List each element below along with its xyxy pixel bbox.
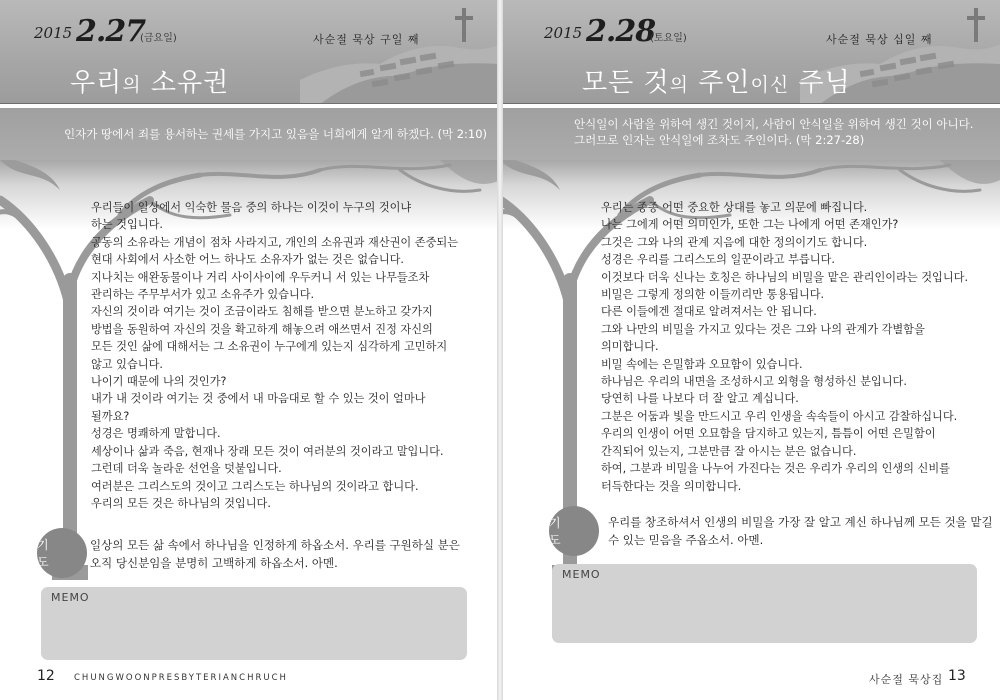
meditation-body: 우리는 종종 어떤 중요한 상대를 놓고 의문에 빠집니다. 나는 그에게 어떤 의미인가, 또한 그는 나에게 어떤 존재인가? 그것은 그와 나의 관계 지음에 대한 정의이기도 합니다. 성경은 우리를 그리스도의 일꾼이라고 부릅니다. 이것보다 더욱 신나는 호칭은 하나님의 비밀을 맡은 관리인이라는 것입니다. 비밀은 그렇게 정의한 이들끼리만 통용됩니다. 다른 이들에겐 절대로 알려져서는 안 됩니다. 그와 나만의 비밀을 가지고 있다는 것은 그와 나의 관계가 각별함을 의미합니다. 비밀 속에는 은밀함과 오묘함이 있습니다. 하나님은 우리의 내면을 조성하시고 외형을 형성하신 분입니다. 당연히 나를 나보다 더 잘 알고 계십니다. 그분은 어둠과 빛을 만드시고 우리 인생을 속속들이 아시고 감찰하십니다. 우리의 인생이 어떤 오묘함을 담지하고 있는지, 틈틈이 어떤 은밀함이 간직되어 있는지, 그분만큼 잘 아시는 분은 없습니다. 하여, 그분과 비밀을 나누어 가진다는 것은 우리가 우리의 인생의 신비를 터득한다는 것을 의미합니다.: [601, 201, 969, 493]
prayer-badge: 기 도: [549, 506, 599, 556]
scripture-verse: 안식일이 사람을 위하여 생긴 것이지, 사람이 안식일을 위하여 생긴 것이 아니다. 그러므로 인자는 안식일에 조차도 주인이다. (막 2:27-28): [574, 117, 974, 147]
memo-box[interactable]: [41, 587, 467, 660]
scripture-verse: 인자가 땅에서 죄를 용서하는 권세를 가지고 있음을 너희에게 알게 하겠다. (막 2:10): [64, 127, 488, 141]
memo-label: MEMO: [51, 591, 90, 604]
right-header: [500, 0, 1000, 104]
year: 2015: [34, 24, 73, 42]
memo-box[interactable]: [552, 564, 977, 643]
right-page: [500, 0, 1000, 700]
cross-icon: [966, 8, 986, 42]
memo-label: MEMO: [562, 568, 601, 581]
date: 2.27: [76, 14, 146, 49]
year: 2015: [544, 24, 583, 42]
lent-day-label: 사순절 묵상 십일 째: [826, 33, 933, 46]
left-header: [0, 0, 500, 104]
prayer-text: 일상의 모든 삶 속에서 하나님을 인정하게 하옵소서. 우리를 구원하실 분은 오직 당신분임을 분명히 고백하게 하옵소서. 아멘.: [90, 538, 460, 570]
lent-day-label: 사순절 묵상 구일 째: [313, 33, 420, 46]
page-gutter: [497, 0, 503, 700]
day-of-week: (금요일): [140, 33, 177, 44]
footer-book-title: 사순절 묵상집: [869, 673, 944, 686]
page-number: 12: [37, 668, 55, 684]
page-title: 우리의 소유권: [70, 68, 230, 98]
day-of-week: (토요일): [650, 33, 687, 44]
date: 2.28: [586, 14, 656, 49]
page-number: 13: [948, 668, 966, 684]
prayer-text: 우리를 창조하셔서 인생의 비밀을 가장 잘 알고 계신 하나님께 모든 것을 맡길 수 있는 믿음을 주옵소서. 아멘.: [608, 515, 993, 547]
prayer-badge: 기 도: [37, 528, 87, 578]
page-title: 모든 것의 주인이신 주님: [582, 68, 851, 98]
meditation-body: 우리들이 일상에서 익숙한 물음 중의 하나는 이것이 누구의 것이냐 하는 것입니다. 공동의 소유라는 개념이 점차 사라지고, 개인의 소유권과 재산권이 존중되는 현대 사회에서 사소한 어느 하나도 소유자가 없는 것은 없습니다. 지나치는 애완동물이나 거리 사이사이에 우두커니 서 있는 나무들조차 관리하는 주무부서가 있고 소유주가 있습니다. 자신의 것이라 여기는 것이 조금이라도 침해를 받으면 분노하고 갖가지 방법을 동원하여 자신의 것을 확고하게 해놓으려 애쓰면서 진정 자신의 모든 것인 삶에 대해서는 그 소유권이 누구에게 있는지 심각하게 고민하지 않고 있습니다. 나이기 때문에 나의 것인가? 내가 내 것이라 여기는 것 중에서 내 마음대로 할 수 있는 것이 얼마나 될까요? 성경은 명쾌하게 말합니다. 세상이나 삶과 죽음, 현재나 장래 모든 것이 여러분의 것이라고 말입니다. 그런데 더욱 놀라운 선언을 덧붙입니다. 여러분은 그리스도의 것이고 그리스도는 하나님의 것이라고 합니다. 우리의 모든 것은 하나님의 것입니다.: [91, 201, 459, 510]
footer-church-name: CHUNGWOONPRESBYTERIANCHRUCH: [74, 673, 288, 683]
cross-icon: [454, 8, 474, 42]
